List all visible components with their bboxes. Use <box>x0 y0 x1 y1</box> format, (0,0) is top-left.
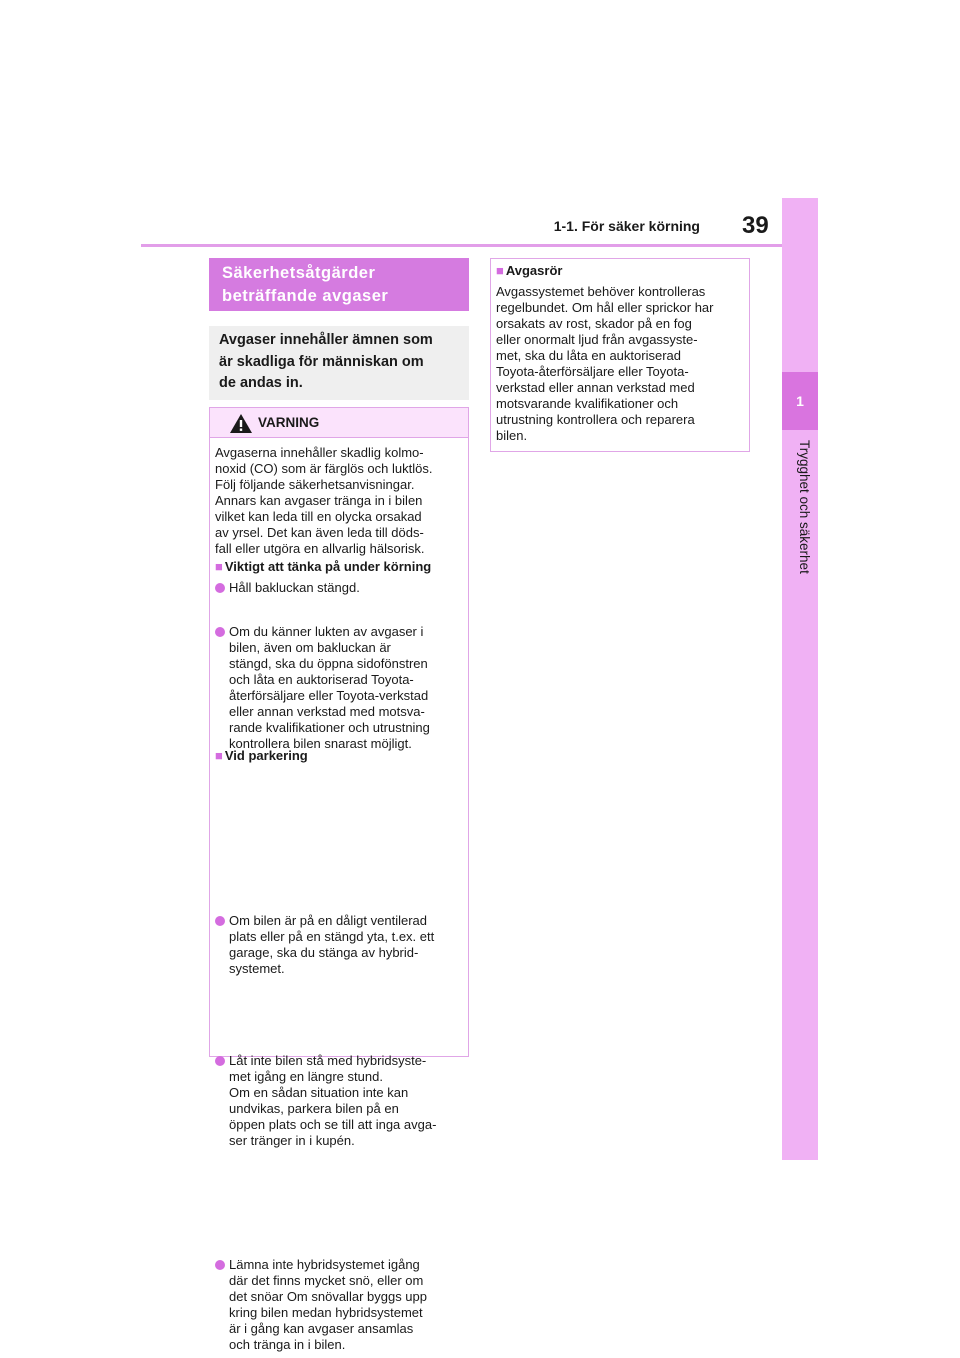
section-title-line1: Säkerhetsåtgärder <box>222 264 376 282</box>
bullet-line: met igång en längre stund. <box>229 1069 383 1084</box>
subheading-text: Avgasrör <box>505 263 563 278</box>
subheading-exhaust <box>496 263 562 279</box>
list-item <box>211 1257 481 1353</box>
exhaust-line: Toyota-återförsäljare eller Toyota- <box>496 364 689 379</box>
section-title-line2: beträffande avgaser <box>222 287 389 305</box>
list-item <box>211 624 481 752</box>
bullet-line: Lämna inte hybridsystemet igång <box>229 1257 420 1272</box>
intro-line: av yrsel. Det kan även leda till döds- <box>215 525 424 540</box>
round-bullet-icon <box>215 1260 225 1270</box>
exhaust-line: Avgassystemet behöver kontrolleras <box>496 284 706 299</box>
bullet-line: rande kvalifikationer och utrustning <box>229 720 430 735</box>
warning-triangle-icon <box>229 413 253 434</box>
subheading-text: Viktigt att tänka på under körning <box>224 559 432 574</box>
round-bullet-icon <box>215 916 225 926</box>
round-bullet-icon <box>215 627 225 637</box>
exhaust-line: eller onormalt ljud från avgassyste- <box>496 332 698 347</box>
bullet-line: Om du känner lukten av avgaser i <box>229 624 424 639</box>
chapter-number-tab[interactable]: 1 <box>782 372 818 430</box>
exhaust-line: utrustning kontrollera och reparera <box>496 412 695 427</box>
lead-line2: är skadliga för människan om <box>219 353 424 370</box>
exhaust-line: regelbundet. Om hål eller sprickor har <box>496 300 714 315</box>
bullet-line: Håll bakluckan stängd. <box>229 580 360 595</box>
section-header: 1-1. För säker körning <box>553 218 700 234</box>
exhaust-line: orsakats av rost, skador på en fog <box>496 316 692 331</box>
exhaust-line: verkstad eller annan verkstad med <box>496 380 695 395</box>
chapter-title-vertical: Trygghet och säkerhet <box>797 440 812 574</box>
exhaust-line: motsvarande kvalifikationer och <box>496 396 679 411</box>
lead-line3: de andas in. <box>219 375 303 391</box>
subheading-driving <box>215 559 431 575</box>
warning-label: VARNING <box>258 415 320 430</box>
list-item <box>211 1053 481 1149</box>
header-rule <box>141 244 782 247</box>
bullet-line: systemet. <box>229 961 285 976</box>
round-bullet-icon <box>215 583 225 593</box>
square-bullet-icon: ■ <box>215 559 223 574</box>
bullet-line: Om en sådan situation inte kan <box>229 1085 409 1100</box>
list-item <box>211 913 481 977</box>
section-title-box <box>209 258 469 311</box>
bullet-line: öppen plats och se till att inga avga- <box>229 1117 437 1132</box>
bullet-line: återförsäljare eller Toyota-verkstad <box>229 688 429 703</box>
bullet-line: stängd, ska du öppna sidofönstren <box>229 656 428 671</box>
bullet-line: undvikas, parkera bilen på en <box>229 1101 399 1116</box>
chapter-side-tab <box>782 198 818 1160</box>
bullet-line: Låt inte bilen stå med hybridsyste- <box>229 1053 427 1068</box>
exhaust-line: met, ska du låta en auktoriserad <box>496 348 681 363</box>
intro-line: fall eller utgöra en allvarlig hälsorisk. <box>215 541 425 556</box>
subheading-parking <box>215 748 308 764</box>
lead-box <box>209 326 469 400</box>
warning-box <box>209 407 469 1352</box>
bullet-line: är i gång kan avgaser ansamlas <box>229 1321 414 1336</box>
lead-line1: Avgaser innehåller ämnen som <box>219 332 433 348</box>
intro-line: vilket kan leda till en olycka orsakad <box>215 509 422 524</box>
exhaust-line: bilen. <box>496 428 528 443</box>
bullet-line: och tränga in i bilen. <box>229 1337 346 1352</box>
bullet-line: där det finns mycket snö, eller om <box>229 1273 424 1288</box>
list-item <box>211 580 481 596</box>
bullet-line: kring bilen medan hybridsystemet <box>229 1305 423 1320</box>
bullet-line: plats eller på en stängd yta, t.ex. ett <box>229 929 435 944</box>
bullet-line: eller annan verkstad med motsva- <box>229 704 425 719</box>
warning-header <box>210 408 468 438</box>
bullet-line: ser tränger in i kupén. <box>229 1133 355 1148</box>
warning-intro <box>215 445 467 557</box>
page-number: 39 <box>742 212 769 239</box>
square-bullet-icon: ■ <box>496 263 504 278</box>
bullet-line: det snöar Om snövallar byggs upp <box>229 1289 427 1304</box>
bullet-line: och låta en auktoriserad Toyota- <box>229 672 414 687</box>
bullet-line: bilen, även om bakluckan är <box>229 640 391 655</box>
intro-line: noxid (CO) som är färglös och luktlös. <box>215 461 433 476</box>
round-bullet-icon <box>215 1056 225 1066</box>
square-bullet-icon: ■ <box>215 748 223 763</box>
exhaust-box <box>490 258 750 452</box>
bullet-line: garage, ska du stänga av hybrid- <box>229 945 419 960</box>
intro-line: Annars kan avgaser tränga in i bilen <box>215 493 423 508</box>
exhaust-text <box>496 284 748 444</box>
intro-line: Följ följande säkerhetsanvisningar. <box>215 477 415 492</box>
intro-line: Avgaserna innehåller skadlig kolmo- <box>215 445 424 460</box>
subheading-text: Vid parkering <box>224 748 308 763</box>
bullet-line: Om bilen är på en dåligt ventilerad <box>229 913 428 928</box>
bullet-line: kontrollera bilen snarast möjligt. <box>229 736 412 751</box>
